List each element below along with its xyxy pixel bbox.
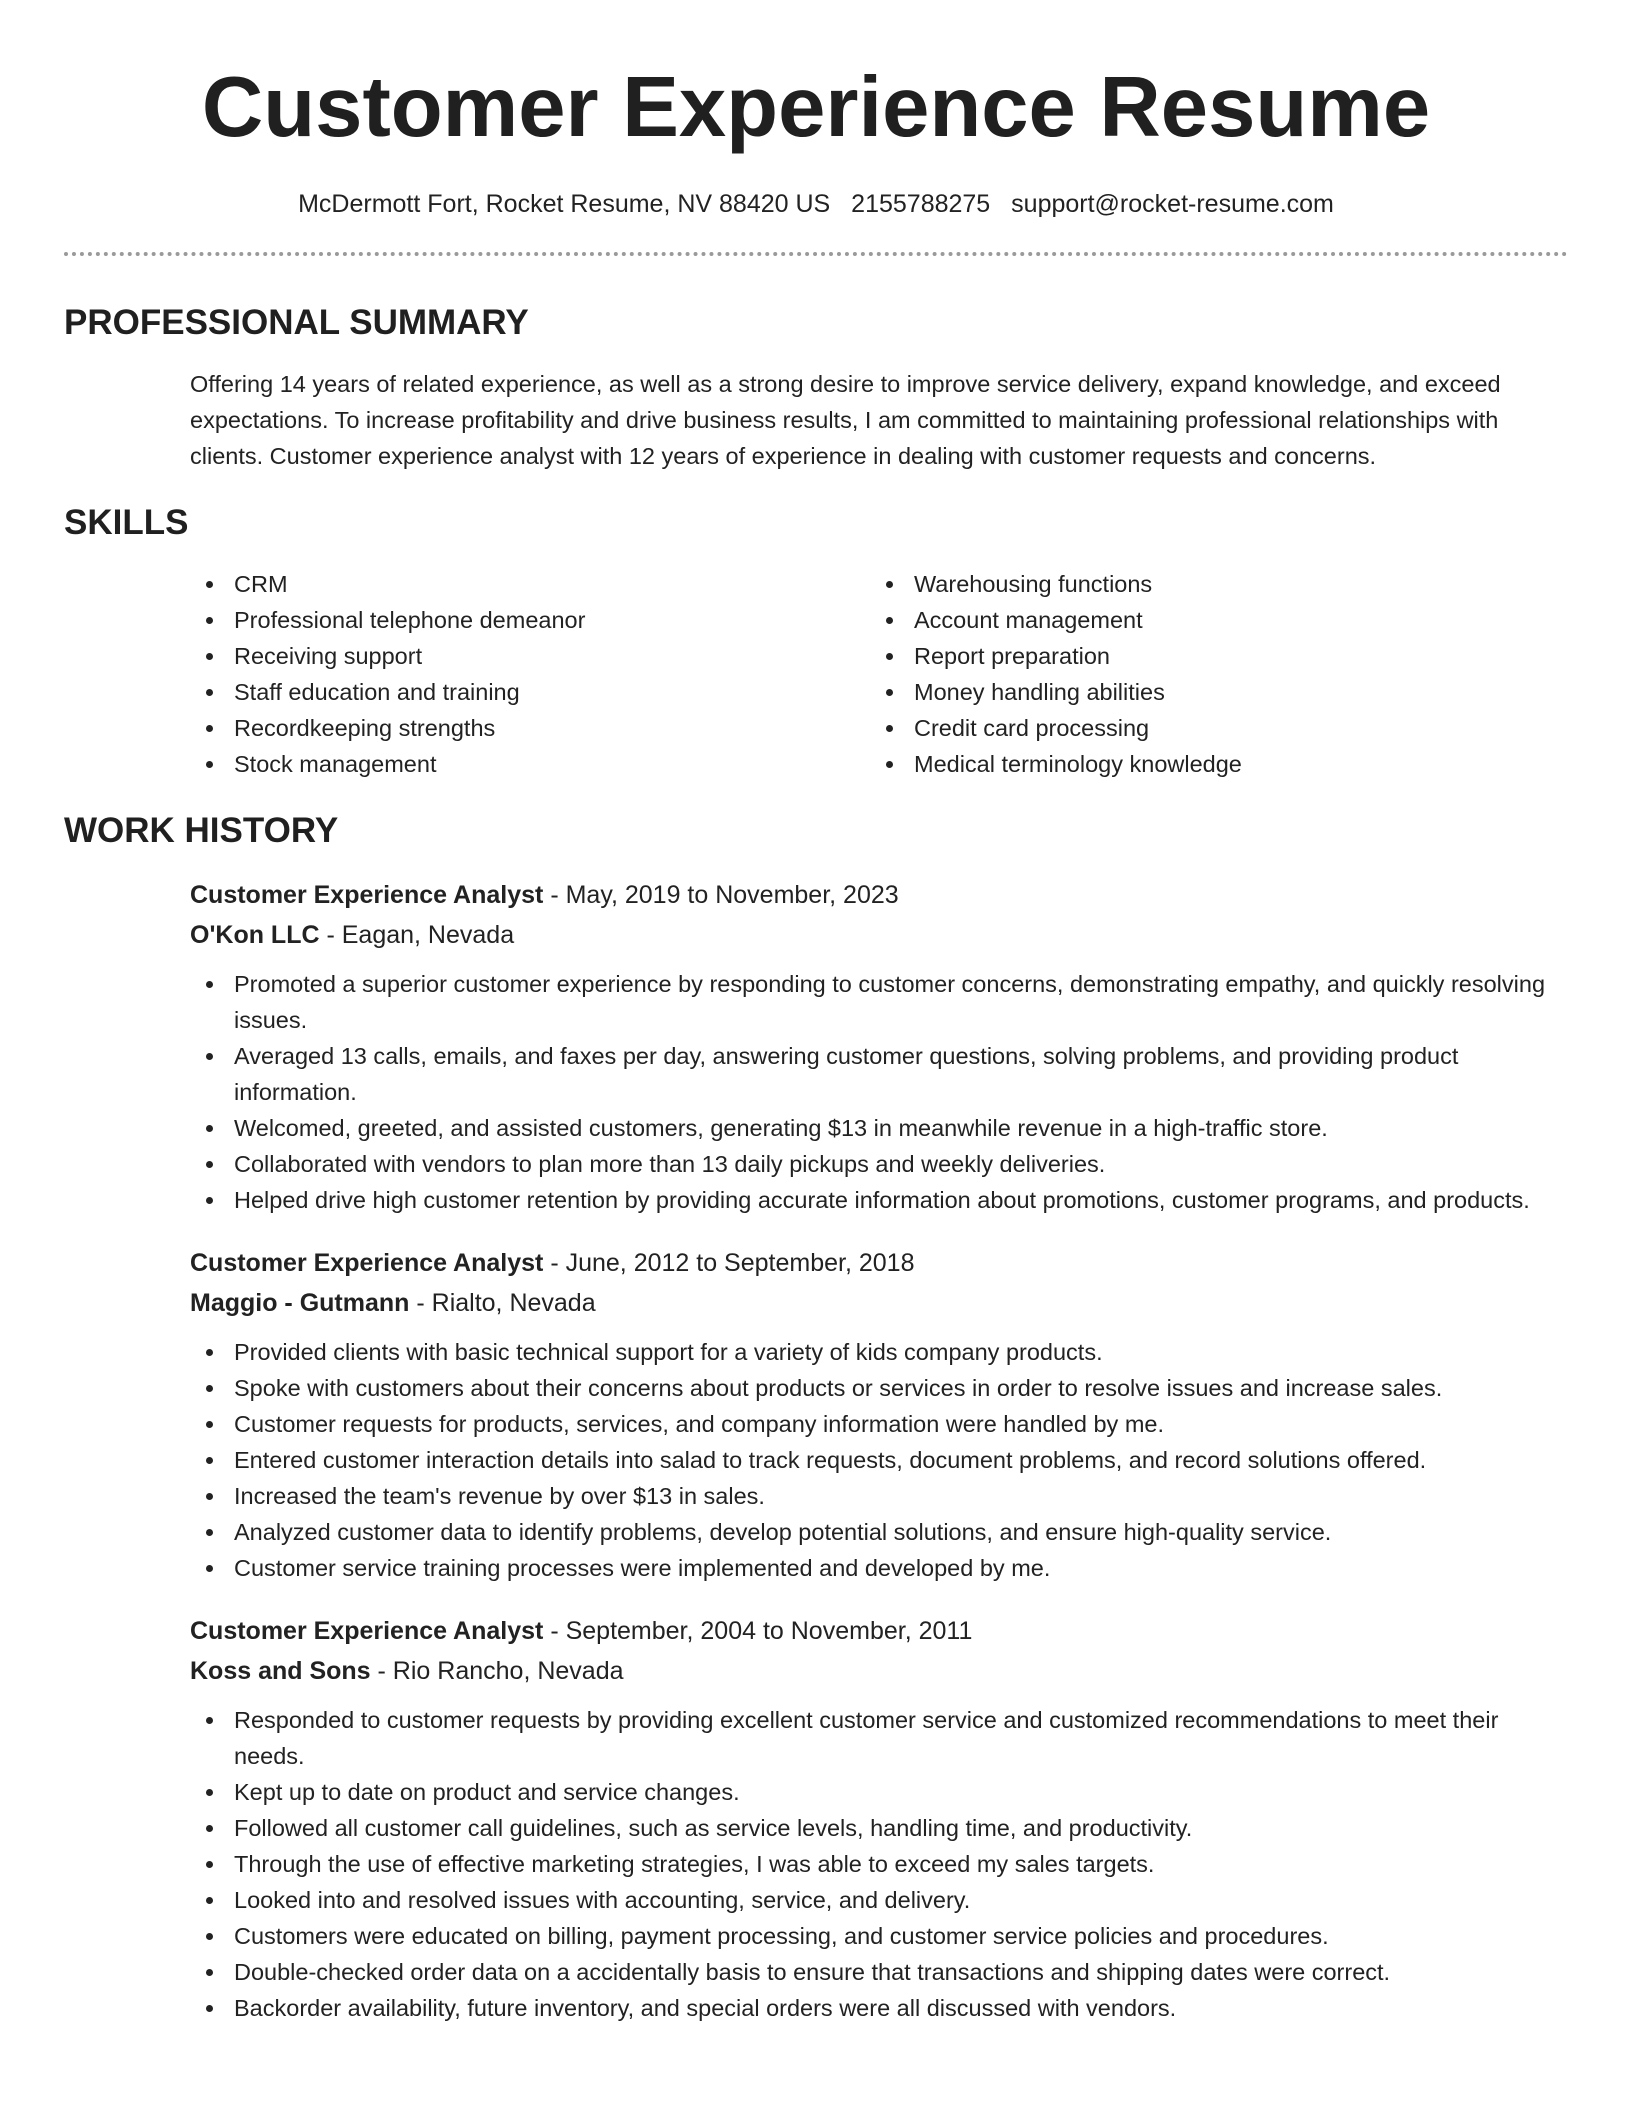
job-company-line [190,1654,1568,1688]
skill-item: Receiving support [190,638,870,674]
job-bullet: Customer service training processes were implemented and developed by me. [190,1550,1568,1586]
skill-item: CRM [190,566,870,602]
job-bullet: Followed all customer call guidelines, such as service levels, handling time, and productivity. [190,1810,1568,1846]
job-title-line [190,1246,1568,1280]
job-dates: - May, 2019 to November, 2023 [543,881,899,909]
skill-item: Account management [870,602,1550,638]
job-company-line [190,918,1568,952]
job-bullet: Averaged 13 calls, emails, and faxes per day, answering customer questions, solving problems, and providing product information. [190,1038,1568,1110]
contact-info [64,188,1568,220]
job-bullets [190,1334,1568,1586]
skill-item: Professional telephone demeanor [190,602,870,638]
job-location: - Eagan, Nevada [319,921,515,949]
job-bullet: Increased the team's revenue by over $13 in sales. [190,1478,1568,1514]
job-bullet: Customer requests for products, services, and company information were handled by me. [190,1406,1568,1442]
job-role: Customer Experience Analyst [190,1249,544,1277]
skills-heading: SKILLS [64,503,189,542]
summary-heading: PROFESSIONAL SUMMARY [64,303,529,342]
job-bullet: Provided clients with basic technical support for a variety of kids company products. [190,1334,1568,1370]
job-bullet: Helped drive high customer retention by providing accurate information about promotions, customer programs, and products. [190,1182,1568,1218]
job-title-line [190,1614,1568,1648]
skill-item: Warehousing functions [870,566,1550,602]
skill-item: Stock management [190,746,870,782]
job-bullet: Backorder availability, future inventory, and special orders were all discussed with vendors. [190,1990,1568,2026]
job-bullets [190,966,1568,1218]
skill-item: Staff education and training [190,674,870,710]
job-company: Koss and Sons [190,1657,371,1685]
contact-email: support@rocket-resume.com [1011,190,1334,218]
job-location: - Rio Rancho, Nevada [370,1657,624,1685]
job-entry [190,1246,1568,1586]
job-bullet: Entered customer interaction details into salad to track requests, document problems, and record solutions offered. [190,1442,1568,1478]
skills-column-left [190,566,870,782]
header-divider [64,252,1568,256]
job-entry [190,878,1568,1218]
job-dates: - June, 2012 to September, 2018 [543,1249,915,1277]
contact-address: McDermott Fort, Rocket Resume, NV 88420 US [298,190,831,218]
job-entry [190,1614,1568,2026]
contact-phone: 2155788275 [851,190,991,218]
work-history-heading: WORK HISTORY [64,811,339,850]
job-role: Customer Experience Analyst [190,881,544,909]
job-bullet: Analyzed customer data to identify problems, develop potential solutions, and ensure high-quality service. [190,1514,1568,1550]
job-bullet: Collaborated with vendors to plan more than 13 daily pickups and weekly deliveries. [190,1146,1568,1182]
job-dates: - September, 2004 to November, 2011 [543,1617,973,1645]
job-bullet: Customers were educated on billing, payment processing, and customer service policies and procedures. [190,1918,1568,1954]
job-bullet: Looked into and resolved issues with accounting, service, and delivery. [190,1882,1568,1918]
job-role: Customer Experience Analyst [190,1617,544,1645]
skill-item: Report preparation [870,638,1550,674]
job-location: - Rialto, Nevada [409,1289,596,1317]
job-company: Maggio - Gutmann [190,1289,410,1317]
skill-item: Medical terminology knowledge [870,746,1550,782]
job-company: O'Kon LLC [190,921,320,949]
job-bullet: Spoke with customers about their concerns about products or services in order to resolve issues and increase sales. [190,1370,1568,1406]
job-bullet: Promoted a superior customer experience by responding to customer concerns, demonstrating empathy, and quickly resolving issues. [190,966,1568,1038]
job-bullet: Kept up to date on product and service changes. [190,1774,1568,1810]
resume-title: Customer Experience Resume [201,60,1431,155]
job-bullets [190,1702,1568,2026]
skills-list [190,566,1568,782]
skill-item: Recordkeeping strengths [190,710,870,746]
job-bullet: Through the use of effective marketing strategies, I was able to exceed my sales targets. [190,1846,1568,1882]
summary-text: Offering 14 years of related experience, as well as a strong desire to improve service delivery, expand knowledge, and exceed expectations. To increase profitability and drive business results, I am committed to maintaining professional relationships with clients. Customer experience analyst with 12 years of experience in dealing with customer requests and concerns. [190,371,1501,469]
job-bullet: Double-checked order data on a accidentally basis to ensure that transactions and shipping dates were correct. [190,1954,1568,1990]
job-bullet: Welcomed, greeted, and assisted customers, generating $13 in meanwhile revenue in a high-traffic store. [190,1110,1568,1146]
job-bullet: Responded to customer requests by providing excellent customer service and customized recommendations to meet their needs. [190,1702,1568,1774]
job-title-line [190,878,1568,912]
skills-column-right [870,566,1550,782]
skill-item: Credit card processing [870,710,1550,746]
skill-item: Money handling abilities [870,674,1550,710]
job-company-line [190,1286,1568,1320]
